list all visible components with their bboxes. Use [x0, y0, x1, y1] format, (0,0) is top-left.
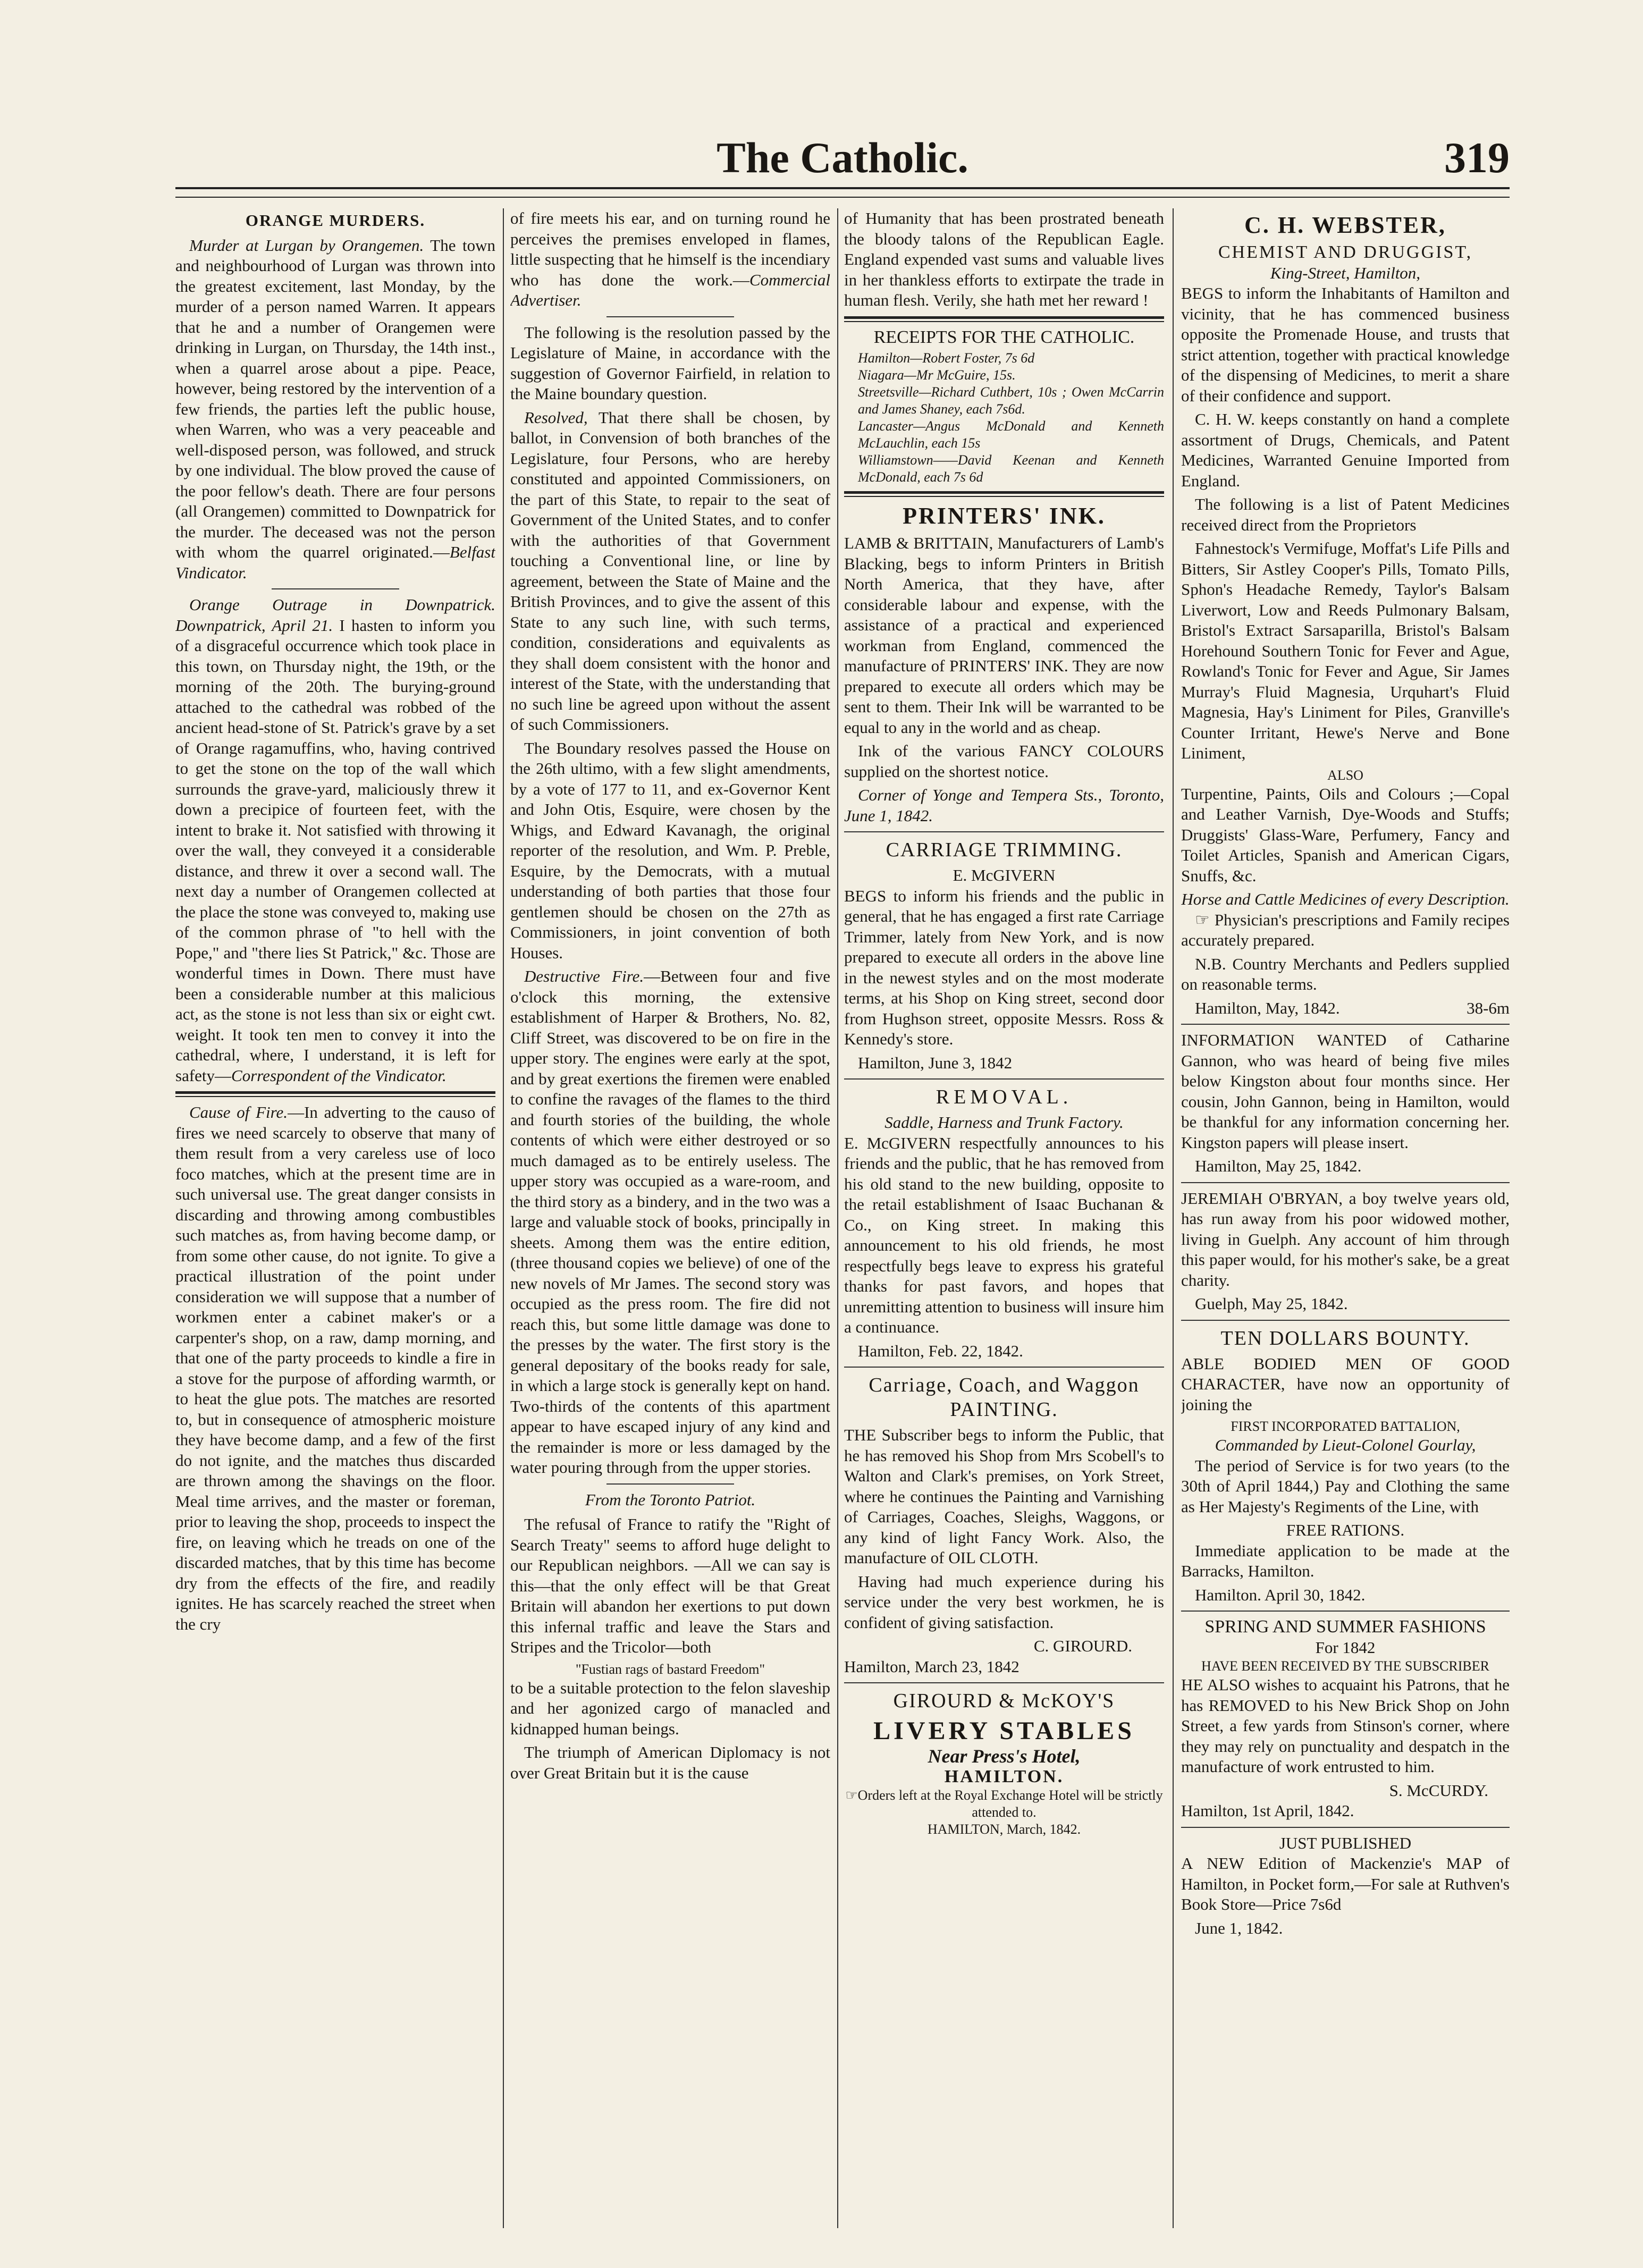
- section-rule: [844, 1367, 1164, 1368]
- webster-nb: N.B. Country Merchants and Pedlers supplied on reasonable terms.: [1181, 954, 1510, 993]
- fashion-for: For 1842: [1315, 1638, 1376, 1657]
- painting-date: Hamilton, March 23, 1842: [844, 1657, 1019, 1676]
- outrage-article: [175, 595, 495, 1086]
- painting-text-2: Having had much experience during his service under the very best workmen, he is confident of giving satisfaction.: [844, 1572, 1164, 1632]
- bounty-battalion: FIRST INCORPORATED BATTALION,: [1231, 1419, 1460, 1434]
- webster-text-1: BEGS to inform the Inhabitants of Hamilton and vicinity, that he has commenced business opposite the Promenade House, and trusts that strict attention, together with practical knowledge of the dispensing of Medicines, to merit a share of their confidence and support.: [1181, 284, 1510, 405]
- fire-article: [175, 1102, 495, 1634]
- paper-title: The Catholic.: [717, 133, 968, 182]
- printers-ink-text: LAMB & BRITTAIN, Manufacturers of Lamb's Blacking, begs to inform Printers in British North America, that they have, after considerable labour and expense, with the assistance of a practical and experienced workman from England, commenced the manufacture of PRINTERS' INK. They are now prepared to execute all orders which may be sent to them. Their Ink will be warranted to be equal to any in the world and as cheap.: [844, 534, 1164, 737]
- bounty-heading: TEN DOLLARS BOUNTY.: [1220, 1327, 1470, 1350]
- painting-heading: Carriage, Coach, and Waggon PAINTING.: [869, 1374, 1140, 1421]
- section-rule: [1181, 1611, 1510, 1612]
- webster-horse: Horse and Cattle Medicines of every Description.: [1181, 890, 1510, 908]
- destructive-fire-text: —Between four and five o'clock this morning, the extensive establishment of Harper & Brothers, No. 82, Cliff Street, was discovered to be on fire in the upper story. The engines were early at the spot, and by great exertions the firemen were enabled to confine the ravages of the flames to the third and fourth stories of the building, the whole contents of which were either destroyed or so much damaged as to be entirely useless. The upper story was occupied as a ware-room, and the third story as a bindery, and in the two was a large and valuable stock of books, principally in sheets. Among them was the entire edition, (three thousand copies we believe) of one of the new novels of Mr James. The second story was occupied as the press room. The fire did not reach this, but some little damage was done to the presses by the water. The first story is the general depositary of the books ready for sale, in which a large stock is generally kept on hand. Two-thirds of the contents of this apartment appear to have escaped injury of any kind and the remainder is more or less damaged by the water pouring through from the upper stories.: [510, 967, 830, 1477]
- column-divider: [503, 208, 504, 2228]
- receipt-line: Williamstown——David Keenan and Kenneth McDonald, each 7s 6d: [858, 452, 1164, 485]
- webster-rx: [1181, 910, 1510, 951]
- livery-note-text: Orders left at the Royal Exchange Hotel will be strictly attended to.: [857, 1788, 1163, 1820]
- printers-ink-address: Corner of Yonge and Tempera Sts., Toronto, June 1, 1842.: [844, 786, 1164, 825]
- fire-intro: Cause of Fire.: [189, 1103, 288, 1122]
- jeremiah-notice: JEREMIAH O'BRYAN, a boy twelve years old, has run away from his poor widowed mother, living in Guelph. Any account of him through this paper would, for his mother's sake, be a great charity.: [1181, 1188, 1510, 1289]
- maine-resolution: [510, 408, 830, 735]
- toronto-heading: From the Toronto Patriot.: [585, 1490, 756, 1509]
- webster-address: King-Street, Hamilton,: [1270, 263, 1421, 282]
- column-1: [175, 208, 495, 2228]
- receipt-line: Lancaster—Angus McDonald and Kenneth McLauchlin, each 15s: [858, 418, 1164, 451]
- maine-boundary: The Boundary resolves passed the House on the 26th ultimo, with a few slight amendments, by a vote of 177 to 11, and ex-Governor Kent and John Otis, Esquire, were chosen by the Whigs, and Edward Kavanagh, the original reporter of the resolution, and Wm. P. Preble, Esquire, by the Democrats, with a mutual understanding of both parties that those four gentlemen should be chosen on the 27th as Commissioners, in joint convention of both Houses.: [510, 738, 830, 962]
- orange-murders-heading: ORANGE MURDERS.: [245, 211, 426, 230]
- column-divider: [1173, 208, 1174, 2228]
- destructive-fire-intro: Destructive Fire.: [524, 967, 644, 985]
- published-heading: JUST PUBLISHED: [1279, 1833, 1412, 1852]
- printers-ink-colours: Ink of the various FANCY COLOURS supplied on the shortest notice.: [844, 741, 1164, 781]
- humanity-text: of Humanity that has been prostrated beneath the bloody talons of the Republican Eagle. England expended vast sums and valuable lives in her thankless efforts to extirpate the trade in human flesh. Verily, she hath met her reward !: [844, 209, 1164, 309]
- fire-cont-text: of fire meets his ear, and on turning round he perceives the premises enveloped in flames, little suspecting that he himself is the incendiary who has done the work.—: [510, 209, 830, 289]
- section-rule: [1181, 1320, 1510, 1321]
- carriage-text: BEGS to inform his friends and the public in general, that he has engaged a first rate Carriage Trimmer, lately from New York, and is now prepared to execute all orders in the above line in the newest styles and on the most moderate terms, at his Shop on King street, second door from Hughson street, opposite Messrs. Ross & Kennedy's store.: [844, 886, 1164, 1048]
- orange-murders-source: Belfast Vindicator.: [175, 543, 495, 582]
- article-rule: [606, 1483, 735, 1485]
- pointing-hand-icon: ☞: [1195, 910, 1215, 929]
- webster-heading: C. H. WEBSTER,: [1244, 212, 1446, 238]
- orange-murders-article: [175, 235, 495, 584]
- carriage-name: E. McGIVERN: [953, 866, 1056, 884]
- outrage-text: I hasten to inform you of a disgraceful occurrence which took place in this town, on Thursday night, the 19th, or the morning of the 20th. The burying-ground attached to the cathedral was robbed of the ancient head-stone of St. Patrick's grave by a set of Orange ragamuffins, who, having contrived to get the stone on the top of the wall which surrounds the grave-yard, maliciously threw it down a precipice of fourteen feet, with the intent to brake it. Not satisfied with throwing it over the wall, they conveyed it a considerable distance, and threw it over a second wall. The next day a number of Orangemen collected at the place the stone was conveyed to, making use of the common phrase of "to hell with the Pope," and "there lies St Patrick," &c. Those are wonderful times in Down. There must have been a considerable number at this malicious act, as the stone is not less than six or eight cwt. weight. It took ten men to convey it into the cathedral, where, I understand, it is left for safety—: [175, 616, 495, 1085]
- toronto-text-2: to be a suitable protection to the felon slaveship and her agonized cargo of manacled and kidnapped human beings.: [510, 1678, 830, 1738]
- carriage-date: Hamilton, June 3, 1842: [858, 1053, 1013, 1072]
- carriage-trimming-heading: CARRIAGE TRIMMING.: [886, 839, 1123, 861]
- toronto-quote: "Fustian rags of bastard Freedom": [575, 1661, 765, 1677]
- orange-murders-intro: Murder at Lurgan by Orangemen.: [189, 235, 424, 255]
- masthead: [175, 133, 1510, 181]
- livery-city: HAMILTON.: [944, 1766, 1064, 1786]
- jeremiah-date: Guelph, May 25, 1842.: [1195, 1294, 1348, 1313]
- section-rule: [844, 316, 1164, 322]
- section-rule: [844, 1078, 1164, 1080]
- column-divider: [837, 208, 838, 2228]
- removal-heading: REMOVAL.: [936, 1086, 1073, 1108]
- removal-sub: Saddle, Harness and Trunk Factory.: [884, 1113, 1124, 1132]
- section-rule: [1181, 1024, 1510, 1025]
- fashion-heading: SPRING AND SUMMER FASHIONS: [1204, 1617, 1486, 1637]
- maine-intro: The following is the resolution passed by the Legislature of Maine, in accordance with the suggestion of Governor Fairfield, in relation to the Maine boundary question.: [510, 323, 830, 403]
- livery-date: HAMILTON, March, 1842.: [927, 1822, 1081, 1837]
- webster-dateline: [1181, 998, 1510, 1019]
- column-2: [510, 208, 830, 2228]
- section-rule: [844, 1682, 1164, 1683]
- webster-code: 38-6m: [1467, 998, 1510, 1017]
- orange-murders-text: The town and neighbourhood of Lurgan was thrown into the greatest excitement, last Monday, by the murder of a person named Warren. It appears that he and a number of Orangemen were drinking in Lurgan, on Thursday, the 14th inst., when a quarrel arose about a pipe. Peace, however, being restored by the intervention of a few friends, the parties left the public house, when Warren, who was a very peaceable and well-disposed person, was followed, and struck by one individual. The blow proved the cause of the poor fellow's death. There are four persons (all Orangemen) committed to Downpatrick for the murder. The deceased was not the person with whom the quarrel originated.—: [175, 235, 495, 561]
- fashion-signature: S. McCURDY.: [1389, 1781, 1488, 1800]
- webster-text-3: The following is a list of Patent Medicines received direct from the Proprietors: [1181, 495, 1510, 534]
- destructive-fire-article: [510, 966, 830, 1478]
- toronto-text: The refusal of France to ratify the "Right of Search Treaty" seems to afford huge delight to our Republican neighbors. —All we can say is this—that the only effect will be that Great Britain will abandon her exertions to put down this infernal traffic and leave the Stars and Stripes and the Tricolor—both: [510, 1515, 830, 1656]
- fire-text: —In adverting to the causo of fires we need scarcely to observe that many of them result from a very careless use of loco foco matches, which at the present time are in such universal use. The great danger consists in discarding and throwing among combustibles such matches as, from having become damp, or from some other cause, do not ignite. To give a practical illustration of the point under consideration we will suppose that a number of workmen enter a cabinet maker's or a carpenter's shop, on a raw, damp morning, and that one of the party proceeds to kindle a fire in a stove for the purpose of affording warmth, or to heat the glue pots. The matches are resorted to, but in consequence of atmospheric moisture they have become damp, and a few of the first do not ignite, and the matches thus discarded are thrown among the shavings on the floor. Meal time arrives, and the master or foreman, prior to leaving the shop, proceeds to inspect the fire, on leaving which he treads on one of the discarded matches, that by this time has become dry from the effects of the fire, and readily ignites. He has scarcely reached the street when the cry: [175, 1103, 495, 1633]
- bounty-text-2: The period of Service is for two years (to the 30th of April 1844,) Pay and Clothing the same as Her Majesty's Regiments of the Line, with: [1181, 1456, 1510, 1516]
- fashion-date: Hamilton, 1st April, 1842.: [1181, 1801, 1354, 1820]
- bounty-text-3: Immediate application to be made at the Barracks, Hamilton.: [1181, 1541, 1510, 1580]
- livery-title: LIVERY STABLES: [873, 1717, 1135, 1745]
- webster-text-2: C. H. W. keeps constantly on hand a complete assortment of Drugs, Chemicals, and Patent Medicines, Warranted Genuine Imported from England.: [1181, 410, 1510, 490]
- webster-rx-text: Physician's prescriptions and Family recipes accurately prepared.: [1181, 910, 1510, 949]
- resolved-text: That there shall be chosen, by ballot, in Convension of both branches of the Legislature, four Persons, who are hereby constituted and appointed Commissioners, on the part of this State, to repair to the seat of Government of the United States, and to confer with the authorities of that Government touching a Conventional line, or line by agreement, between the State of Maine and the British Provinces, and to give the assent of this State to any such line, with such terms, condition, considerations and equivalents as they shall doem consistent with the honor and interest of the State, with the understanding that no such line be agreed upon without the assent of such Commissioners.: [510, 408, 830, 733]
- bounty-date: Hamilton. April 30, 1842.: [1195, 1585, 1366, 1604]
- receipt-line: Streetsville—Richard Cuthbert, 10s ; Owen McCarrin and James Shaney, each 7s6d.: [858, 384, 1164, 417]
- receipt-line: Niagara—Mr McGuire, 15s.: [858, 367, 1016, 383]
- information-date: Hamilton, May 25, 1842.: [1195, 1157, 1362, 1175]
- receipt-line: Hamilton—Robert Foster, 7s 6d: [858, 350, 1035, 366]
- toronto-text-3: The triumph of American Diplomacy is not over Great Britain but it is the cause: [510, 1743, 830, 1782]
- article-rule: [175, 1091, 495, 1097]
- fire-continued: [510, 208, 830, 311]
- section-rule: [1181, 1827, 1510, 1828]
- painting-signature: C. GIROURD.: [1033, 1637, 1132, 1655]
- outrage-date: Downpatrick, April 21.: [175, 616, 333, 635]
- outrage-intro: Orange Outrage in Downpatrick.: [189, 595, 495, 614]
- bounty-text: ABLE BODIED MEN OF GOOD CHARACTER, have now an opportunity of joining the: [1181, 1354, 1510, 1414]
- livery-near: Near Press's Hotel,: [928, 1746, 1081, 1767]
- painting-text: THE Subscriber begs to inform the Public, that he has removed his Shop from Mrs Scobell's to Walton and Clark's premises, on York Street, where he continues the Painting and Varnishing of Carriages, Coaches, Sleighs, Waggons, or any kind of light Fancy Work. Also, the manufacture of OIL CLOTH.: [844, 1426, 1164, 1567]
- fashion-received: HAVE BEEN RECEIVED BY THE SUBSCRIBER: [1201, 1658, 1489, 1674]
- bounty-command: Commanded by Lieut-Colonel Gourlay,: [1215, 1436, 1476, 1454]
- fire-source: Commercial Advertiser.: [510, 270, 830, 309]
- livery-heading: GIROURD & McKOY'S: [893, 1690, 1115, 1712]
- webster-medicine-list: Fahnestock's Vermifuge, Moffat's Life Pills and Bitters, Sir Astley Cooper's Pills, Tomato Pills, Sphon's Headache Remedy, Taylor's Balsam Liverwort, Low and Reeds Pulmonary Balsam, Bristol's Extract Sarsaparilla, Bristol's Balsam Horehound Southern Tonic for Fever and Ague, Rowland's Tonic for Fever and Ague, Sir James Murray's Fluid Magnesia, Urquhart's Fluid Magnesia, Hay's Liniment for Piles, Granville's Counter Irritant, Hewe's Nerve and Bone Liniment,: [1181, 539, 1510, 762]
- outrage-source: Correspondent of the Vindicator.: [231, 1066, 446, 1085]
- removal-date: Hamilton, Feb. 22, 1842.: [858, 1341, 1023, 1360]
- webster-also: ALSO: [1327, 767, 1363, 783]
- pointing-hand-icon: ☞: [845, 1788, 858, 1803]
- page-number: 319: [1444, 133, 1510, 182]
- webster-date: Hamilton, May, 1842.: [1195, 998, 1340, 1017]
- webster-sub: CHEMIST AND DRUGGIST,: [1218, 242, 1473, 262]
- published-text: A NEW Edition of Mackenzie's MAP of Hamilton, in Pocket form,—For sale at Ruthven's Book Store—Price 7s6d: [1181, 1854, 1510, 1913]
- fashion-text: HE ALSO wishes to acquaint his Patrons, that he has REMOVED to his New Brick Shop on John Street, a few yards from Stinson's corner, where they may rely on punctuality and despatch in the manufacture of work entrusted to him.: [1181, 1675, 1510, 1776]
- resolved-label: Resolved,: [524, 408, 588, 427]
- column-4: [1181, 208, 1510, 2228]
- article-rule: [606, 316, 735, 317]
- webster-list-2: Turpentine, Paints, Oils and Colours ;—Copal and Leather Varnish, Dye-Woods and Stuffs; Druggists' Glass-Ware, Perfumery, Fancy and Toilet Articles, Spanish and American Cigars, Snuffs, &c.: [1181, 784, 1510, 885]
- removal-text: E. McGIVERN respectfully announces to his friends and the public, that he has removed from his old stand to the new building, opposite to the retail establishment of Isaac Buchanan & Co., on King street. In making this announcement to his old friends, he most respectfully begs leave to express his grateful thanks for past favors, and hopes that unremitting attention to business will insure him a continuance.: [844, 1133, 1164, 1336]
- section-rule: [1181, 1182, 1510, 1183]
- section-rule: [844, 491, 1164, 497]
- article-rule: [272, 588, 400, 589]
- information-wanted: INFORMATION WANTED of Catharine Gannon, who was heard of being five miles below Kingston about four months since. Her cousin, John Gannon, being in Hamilton, would be thankful for any information concerning her. Kingston papers will please insert.: [1181, 1031, 1510, 1152]
- printers-ink-heading: PRINTERS' INK.: [903, 503, 1106, 529]
- bounty-rations: FREE RATIONS.: [1286, 1521, 1405, 1539]
- published-date: June 1, 1842.: [1195, 1918, 1283, 1937]
- section-rule: [844, 831, 1164, 832]
- masthead-rule: [175, 187, 1510, 198]
- livery-note: [844, 1787, 1164, 1821]
- column-3: [844, 208, 1164, 2228]
- receipts-heading: RECEIPTS FOR THE CATHOLIC.: [873, 327, 1135, 347]
